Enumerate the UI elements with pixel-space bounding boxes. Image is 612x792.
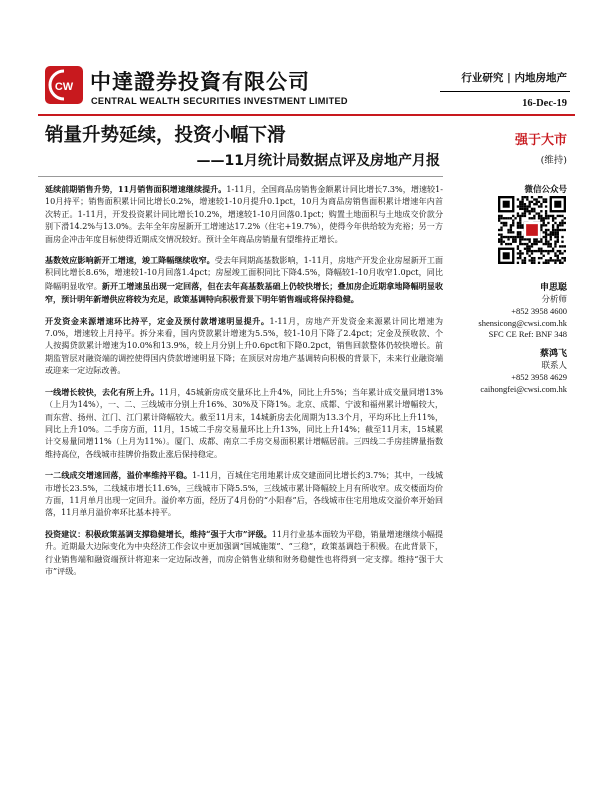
contact-name: 申思聪 xyxy=(539,283,567,293)
paragraph-text: 1-11月，房地产开发资金来源累计同比增速为7.0%，增速较上月持平。拆分来看，国内贷款累计增速为5.5%，较1-10月下降了2.4pct；定金及预收款、个人按揭贷款累计增速为10.0%和13.9%，较上月分别上升0.6pct和下降0.2pct，销售回款整体仍较快增长。前期监管层对融资端的调控使得国内贷款增速明显下降；在顶层对房地产基调转向积极的背景下，未来行业融资端或迎来一定边际改善。 xyxy=(45,316,444,376)
paragraph-highlight: 新开工增速虽出现一定回落，但在去年高基数基础上仍较快增长；叠加房企近期拿地降幅明显收窄，预计明年新增供应将较为充足，政策基调特向积极背景下明年销售端或将保持稳健。 xyxy=(45,280,444,305)
paragraph-lead: 投资建议：积极政策基调支撑稳健增长，维持“强于大市”评级。 xyxy=(45,528,272,539)
paragraph-construction xyxy=(45,254,443,307)
paragraph-sales xyxy=(45,183,443,246)
paragraph-text: 1-11月，全国商品房销售金额累计同比增长7.3%，增速较1-10月持平；销售面积累计同比增长0.2%，增速较1-10月提升0.1pct，10月为商品房销售面积累计增速年内首次转正。1-11月，开发投资累计同比增长10.2%，增速较1-10月回落0.1pct；购置土地面积与土地成交价款分别下滑14.2%与13.0%。去年全年房屋新开工增速达17.2%（住宅+19.7%），使得今年供给较为充裕；另一方面房企冲击年度目标使得近期成交情况较好。预计全年商品房销量有望维持正增长。 xyxy=(45,185,443,244)
report-type: 行业研究 | 内地房地产 xyxy=(461,72,567,84)
contact-associate xyxy=(480,349,567,395)
wechat-qr-code xyxy=(498,196,566,264)
contact-role: 联系人 xyxy=(541,360,567,371)
paragraph-investment xyxy=(45,528,443,579)
report-body xyxy=(45,183,443,586)
paragraph-land xyxy=(45,469,443,520)
contact-sfc-ref: SFC CE Ref: BNF 348 xyxy=(488,329,567,340)
contact-name: 蔡鸿飞 xyxy=(539,349,567,359)
top-red-rule xyxy=(38,114,575,116)
paragraph-text: 1-11月，百城住宅用地累计成交建面同比增长约3.7%；其中，一线城市增长23.5%，二线城市增长11.6%，三线城市下降5.5%，三线城市累计降幅较上月有所收窄。成交楼面均价方面，11月单月出现一定回升。溢价率方面，经历了4月份的“小阳春”后，各线城市住宅用地成交溢价率开始回落，11月单月溢价率环比基本持平。 xyxy=(45,471,443,518)
paragraph-lead: 开发资金来源增速环比持平，定金及预付款增速明显提升。 xyxy=(45,315,270,326)
paragraph-lead: 一二线成交增速回落，溢价率维持平稳。 xyxy=(45,470,193,481)
contact-phone: +852 3958 4600 xyxy=(511,306,567,317)
paragraph-tier1 xyxy=(45,386,443,461)
rating-label: 强于大市 xyxy=(514,133,567,148)
paragraph-lead: 延续前期销售升势，11月销售面积增速继续提升。 xyxy=(45,184,227,194)
company-name-en: CENTRAL WEALTH SECURITIES INVESTMENT LIMITED xyxy=(91,96,348,106)
report-title: 销量升势延续，投资小幅下滑 xyxy=(45,125,286,146)
paragraph-lead: 一线增长较快，去化有所上升。 xyxy=(45,386,159,397)
contact-role: 分析师 xyxy=(541,294,567,305)
company-logo xyxy=(45,66,83,104)
contact-phone: +852 3958 4629 xyxy=(511,372,567,383)
contact-email[interactable]: shensicong@cwsi.com.hk xyxy=(478,317,567,328)
company-name-cn: 中達證券投資有限公司 xyxy=(90,70,310,94)
wechat-label: 微信公众号 xyxy=(524,185,567,195)
report-date: 16-Dec-19 xyxy=(522,98,567,109)
header-divider xyxy=(440,91,570,92)
contact-analyst xyxy=(478,283,567,341)
logo-text: CW xyxy=(54,81,74,93)
rating-note: (维持) xyxy=(540,155,567,166)
paragraph-funding xyxy=(45,315,443,378)
contact-email[interactable]: caihongfei@cwsi.com.hk xyxy=(480,383,567,394)
paragraph-text: 受去年同期高基数影响，1-11月，房地产开发企业房屋新开工面积同比增长8.6%，增速较1-10月回落1.4pct；房屋竣工面积同比下降4.5%，降幅较1-10月收窄1.0pct，同比降幅明显收窄。 xyxy=(45,256,444,291)
paragraph-text: 11月行业基本面较为平稳，销量增速继续小幅提升。近期最大边际变化为中央经济工作会议中更加强调“国城施策”、“三稳”，政策基调趋于积极。在此背景下，行业销售端和融资端预计将迎来一定边际改善，而房企销售业绩和财务稳健性也将得到一定支撑。维持“强于大市”评级。 xyxy=(45,529,443,576)
report-subtitle: ——11月统计局数据点评及房地产月报 xyxy=(196,153,440,169)
cw-logo-mark xyxy=(45,66,83,104)
paragraph-text: 11月，45城新房成交量环比上升4%，同比上升5%；当年累计成交量同增13%（上月为14%），一、二、三线城市分别上升16%、30%及下降1%。北京、成都、宁波和福州累计增幅较大，而东营、扬州、江门、江门累计降幅较大。截至11月末，14城新房去化周期为13.3个月，平均环比上升11%，同比上升10%。二手房方面，11月，15城二手房交易量环比上升13%，同比上升14%；截至11月末，15城累计交易量同增11%（上月为11%）。厦门、成都、南京二手房交易面积累计增幅居前。三四线二手房挂牌量指数维持高位，各线城市挂牌价指数止涨后保持稳定。 xyxy=(45,387,443,459)
title-divider xyxy=(38,176,443,177)
paragraph-lead: 基数效应影响新开工增速，竣工降幅继续收窄。 xyxy=(45,255,215,266)
